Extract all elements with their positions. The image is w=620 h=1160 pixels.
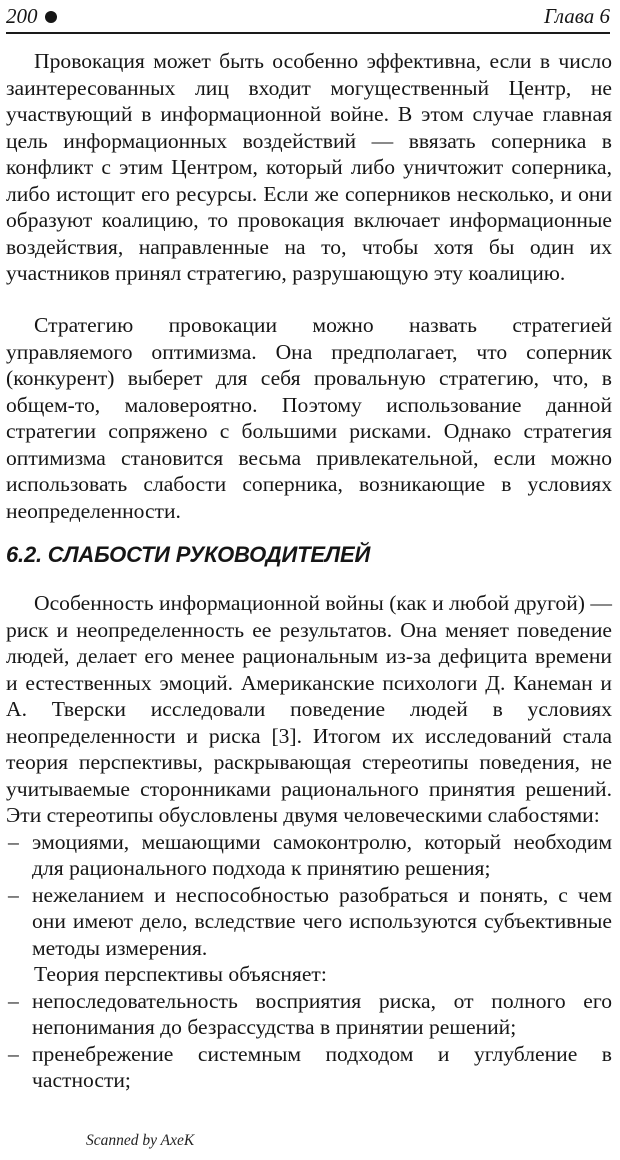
paragraph-optimism-strategy — [6, 312, 612, 524]
dash-bullet-icon: – — [8, 829, 19, 854]
paragraph-text: Провокация может быть особенно эффективна, если в число заинтересованных лиц входит могущественный Центр, не участвующий в информационной войне. В этом случае главная цель информационных воздействий — ввязать соперника в конфликт с этим Центром, который либо уничтожит соперника, либо истощит его ресурсы. Если же соперников несколько, и они образуют коалицию, то провокация включает информационные воздействия, направленные на то, чтобы хотя бы один их участников принял стратегию, разрушающую эту коалицию. — [6, 49, 612, 285]
weaknesses-list — [6, 829, 612, 962]
section-body — [6, 590, 612, 1094]
paragraph-text: Особенность информационной войны (как и любой другой) — риск и неопределенность ее результатов. Она меняет поведение людей, делает его менее рациональным из-за дефицита времени и естественных эмоций. Американские психологи Д. Канеман и А. Тверски исследовали поведение людей в условиях неопределенности и риска [3]. Итогом их исследований стала теория перспективы, раскрывающая стереотипы поведения, не учитываемые сторонниками рационального принятия решений. Эти стереотипы обусловлены двумя человеческими слабостями: — [6, 591, 612, 827]
list-item-text: пренебрежение системным подходом и углубление в частности; — [32, 1041, 612, 1092]
chapter-label: Глава 6 — [544, 4, 610, 28]
header-bullet-icon — [45, 11, 57, 23]
page-number: 200 — [6, 2, 57, 30]
scan-credit: Scanned by AxeK — [86, 1132, 195, 1149]
dash-bullet-icon: – — [8, 988, 19, 1013]
list-item-text: эмоциями, мешающими самоконтролю, который необходим для рационального подхода к принятию решения; — [32, 829, 612, 880]
list-item-text: непоследовательность восприятия риска, от полного его непонимания до безрассудства в принятии решений; — [32, 988, 612, 1039]
section-heading: 6.2. СЛАБОСТИ РУКОВОДИТЕЛЕЙ — [6, 542, 371, 567]
list-item — [6, 882, 612, 962]
list-item-text: нежеланием и неспособностью разобраться и понять, с чем они имеют дело, вследствие чего используются субъективные методы измерения. — [32, 882, 612, 960]
list-item — [6, 988, 612, 1041]
theory-intro: Теория перспективы объясняет: — [34, 962, 327, 986]
paragraph-text: Стратегию провокации можно назвать стратегией управляемого оптимизма. Она предполагает, что соперник (конкурент) выберет для себя провальную стратегию, что, в общем-то, маловероятно. Поэтому использование данной стратегии сопряжено с большими рисками. Однако стратегия оптимизма становится весьма привлекательной, если можно использовать слабости соперника, возникающие в условиях неопределенности. — [6, 313, 612, 523]
running-header — [6, 2, 610, 34]
dash-bullet-icon: – — [8, 882, 19, 907]
list-item — [6, 829, 612, 882]
list-item — [6, 1041, 612, 1094]
paragraph-provocation — [6, 48, 612, 287]
dash-bullet-icon: – — [8, 1041, 19, 1066]
theory-list — [6, 988, 612, 1094]
